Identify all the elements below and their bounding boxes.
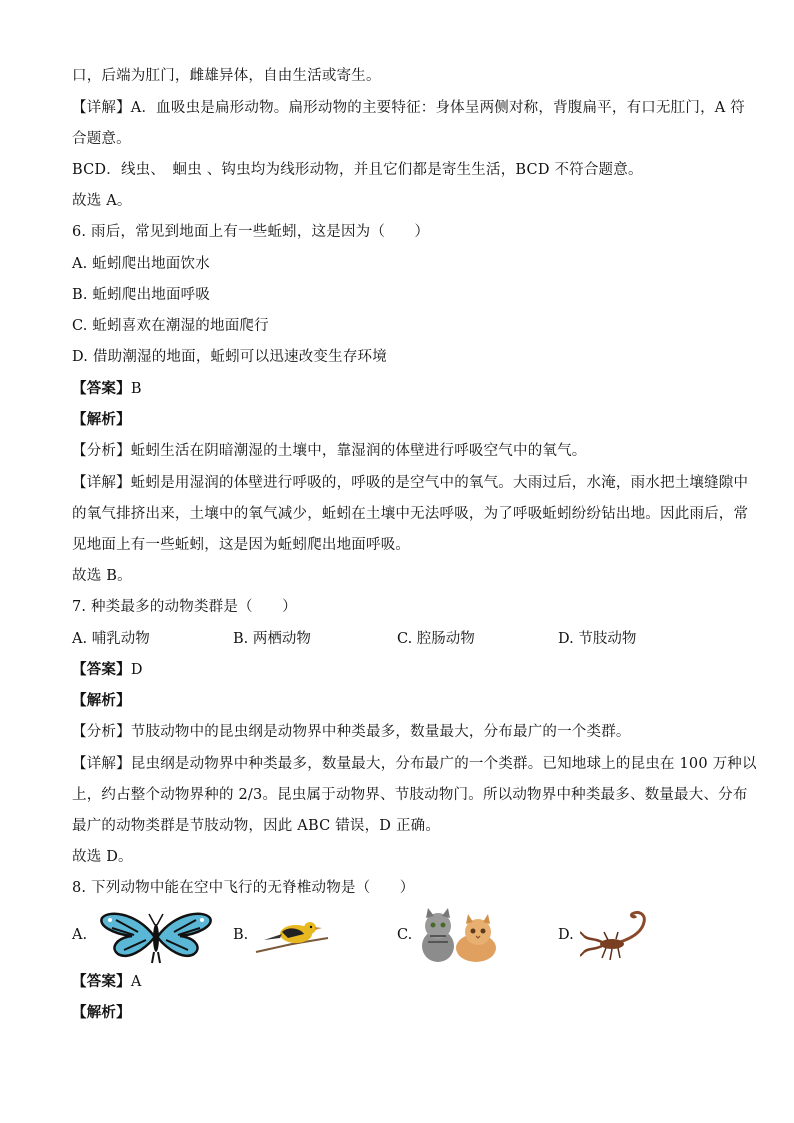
q8-question: 8. 下列动物中能在空中飞行的无脊椎动物是（ ）: [72, 880, 415, 896]
q6-detail-2: 的氧气排挤出来，土壤中的氧气减少，蚯蚓在土壤中无法呼吸，为了呼吸蚯蚓纷纷钻出地。因此雨后，常: [72, 506, 749, 522]
bird-image: [252, 908, 332, 964]
q5-tail: 口，后端为肛门，雌雄异体，自由生活或寄生。: [72, 68, 381, 84]
q6-answer: [72, 379, 142, 399]
q6-option-a: A. 蚯蚓爬出地面饮水: [72, 256, 210, 272]
answer-label: 【答案】: [72, 973, 131, 990]
q8-option-b-label: B.: [233, 927, 249, 943]
q7-analysis-1: 【分析】节肢动物中的昆虫纲是动物界中种类最多，数量最大，分布最广的一个类群。: [72, 724, 631, 740]
q5-detail-1: 【详解】A．血吸虫是扁形动物。扁形动物的主要特征：身体呈两侧对称，背腹扁平，有口无肛门，A 符: [72, 100, 745, 116]
q7-option-a: A. 哺乳动物: [72, 631, 150, 647]
answer-value: B: [130, 381, 142, 397]
q6-option-b: B. 蚯蚓爬出地面呼吸: [72, 287, 211, 303]
answer-label: 【答案】: [72, 380, 131, 397]
q7-choice: 故选 D。: [72, 849, 133, 865]
q7-answer: [72, 660, 143, 680]
q6-detail-1: 【详解】蚯蚓是用湿润的体壁进行呼吸的，呼吸的是空气中的氧气。大雨过后，水淹，雨水把土壤缝隙中: [72, 475, 749, 491]
q7-option-b: B. 两栖动物: [233, 631, 311, 647]
q7-question: 7. 种类最多的动物类群是（ ）: [72, 599, 297, 615]
q8-option-c-label: C.: [397, 927, 413, 943]
q6-analysis-1: 【分析】蚯蚓生活在阴暗潮湿的土壤中，靠湿润的体壁进行呼吸空气中的氧气。: [72, 443, 587, 459]
answer-value: A: [130, 974, 142, 990]
q5-detail-2: 合题意。: [72, 131, 131, 147]
q6-question: 6. 雨后，常见到地面上有一些蚯蚓，这是因为（ ）: [72, 224, 430, 240]
butterfly-image: [96, 908, 216, 964]
q6-choice: 故选 B。: [72, 568, 132, 584]
q8-answer: [72, 972, 141, 992]
q6-option-d: D. 借助潮湿的地面，蚯蚓可以迅速改变生存环境: [72, 349, 387, 365]
q7-detail-3: 最广的动物类群是节肢动物，因此 ABC 错误，D 正确。: [72, 818, 441, 834]
q8-analysis-label: 【解析】: [72, 1004, 131, 1021]
scorpion-image: [580, 908, 660, 964]
q6-option-c: C. 蚯蚓喜欢在潮湿的地面爬行: [72, 318, 269, 334]
q6-detail-3: 见地面上有一些蚯蚓，这是因为蚯蚓爬出地面呼吸。: [72, 537, 411, 553]
answer-value: D: [130, 662, 143, 678]
q7-analysis-label: 【解析】: [72, 692, 131, 709]
q7-option-c: C. 腔肠动物: [397, 631, 475, 647]
q5-choice: 故选 A。: [72, 193, 132, 209]
q7-option-d: D. 节肢动物: [558, 631, 637, 647]
q8-option-a-label: A.: [72, 927, 88, 943]
cats-image: [416, 908, 504, 964]
q8-option-d-label: D.: [558, 927, 574, 943]
answer-label: 【答案】: [72, 661, 131, 678]
q7-detail-1: 【详解】昆虫纲是动物界中种类最多，数量最大，分布最广的一个类群。已知地球上的昆虫在 100 万种以: [72, 756, 757, 772]
q6-analysis-label: 【解析】: [72, 411, 131, 428]
q7-detail-2: 上，约占整个动物界种的 2/3。昆虫属于动物界、节肢动物门。所以动物界中种类最多、数量最大、分布: [72, 787, 748, 803]
q5-detail-3: BCD．线虫、 蛔虫 、钩虫均为线形动物，并且它们都是寄生生活，BCD 不符合题意。: [72, 162, 643, 178]
